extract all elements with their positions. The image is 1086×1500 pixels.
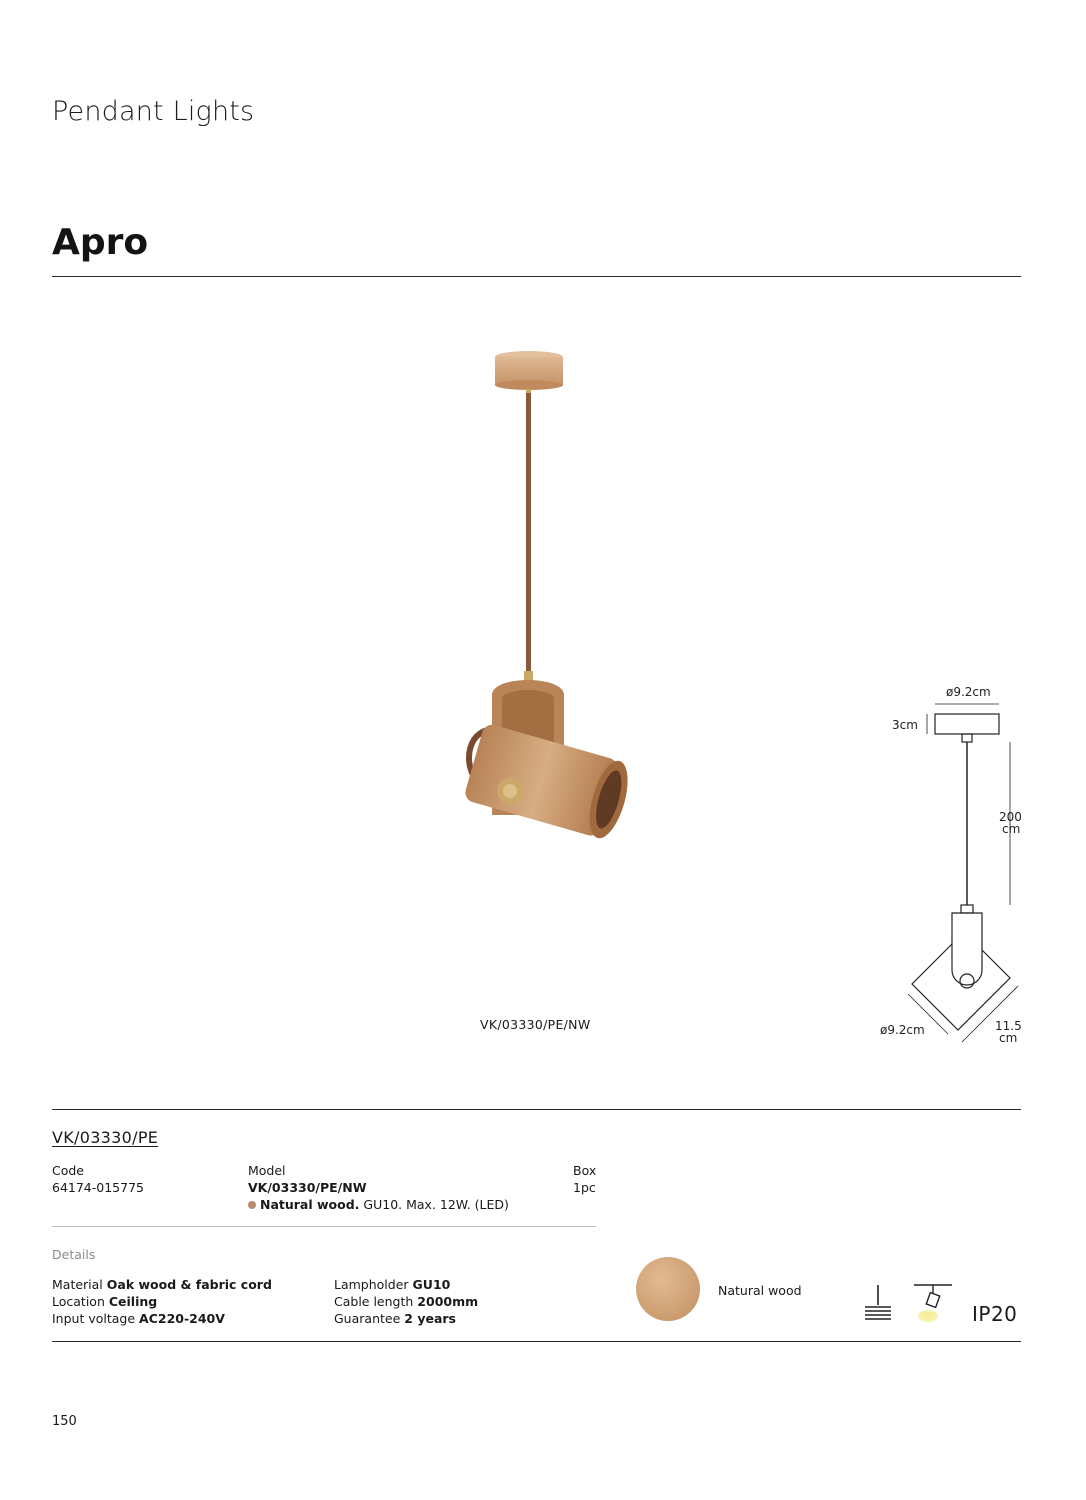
- model-column: [248, 1162, 509, 1213]
- lampholder-row: Lampholder GU10: [334, 1277, 451, 1292]
- details-heading: Details: [52, 1247, 96, 1262]
- model-value: VK/03330/PE/NW: [248, 1180, 367, 1195]
- diagram-canopy-diameter: ø9.2cm: [946, 685, 991, 699]
- spec-divider-inner: [52, 1226, 596, 1227]
- title-divider: [52, 276, 1021, 277]
- figure-caption: VK/03330/PE/NW: [480, 1017, 591, 1032]
- box-value: 1pc: [573, 1180, 596, 1195]
- dimension-diagram: [870, 680, 1030, 1060]
- location-row: Location Ceiling: [52, 1294, 158, 1309]
- diagram-cable-length-1: 200: [999, 810, 1022, 824]
- product-title: Apro: [52, 222, 149, 263]
- box-column: [573, 1162, 596, 1196]
- box-label: Box: [573, 1163, 597, 1178]
- code-label: Code: [52, 1163, 85, 1178]
- spotlight-icon: [910, 1282, 956, 1324]
- diagram-shade-diameter: ø9.2cm: [880, 1023, 925, 1037]
- finish-dot-icon: [248, 1201, 256, 1209]
- finish-swatch: [635, 1256, 701, 1322]
- finish-name: Natural wood.: [260, 1197, 360, 1212]
- diagram-shade-length-2: cm: [999, 1031, 1018, 1045]
- details-left: [52, 1276, 272, 1327]
- finish-swatch-label: Natural wood: [718, 1283, 802, 1298]
- code-value: 64174-015775: [52, 1180, 144, 1195]
- diagram-shade-length-1: 11.5: [995, 1019, 1022, 1033]
- guarantee-row: Guarantee 2 years: [334, 1311, 456, 1326]
- spec-divider-top: [52, 1109, 1021, 1110]
- voltage-row: Input voltage AC220-240V: [52, 1311, 225, 1326]
- code-column: [52, 1162, 144, 1196]
- cable-row: Cable length 2000mm: [334, 1294, 479, 1309]
- diagram-cable-length-2: cm: [1002, 822, 1021, 836]
- diagram-canopy-height: 3cm: [892, 718, 918, 732]
- ip-rating: IP20: [972, 1302, 1018, 1326]
- model-label: Model: [248, 1163, 286, 1178]
- section-title: Pendant Lights: [52, 96, 255, 127]
- finish-line: [248, 1196, 509, 1213]
- pendant-lamp-image: [440, 345, 640, 865]
- material-row: Material Oak wood & fabric cord: [52, 1277, 272, 1292]
- page-number: 150: [52, 1414, 77, 1429]
- finish-spec: GU10. Max. 12W. (LED): [363, 1197, 509, 1212]
- earth-icon: [862, 1283, 894, 1323]
- product-code-title: VK/03330/PE: [52, 1128, 159, 1147]
- spec-divider-bottom: [52, 1341, 1021, 1342]
- details-middle: [334, 1276, 478, 1327]
